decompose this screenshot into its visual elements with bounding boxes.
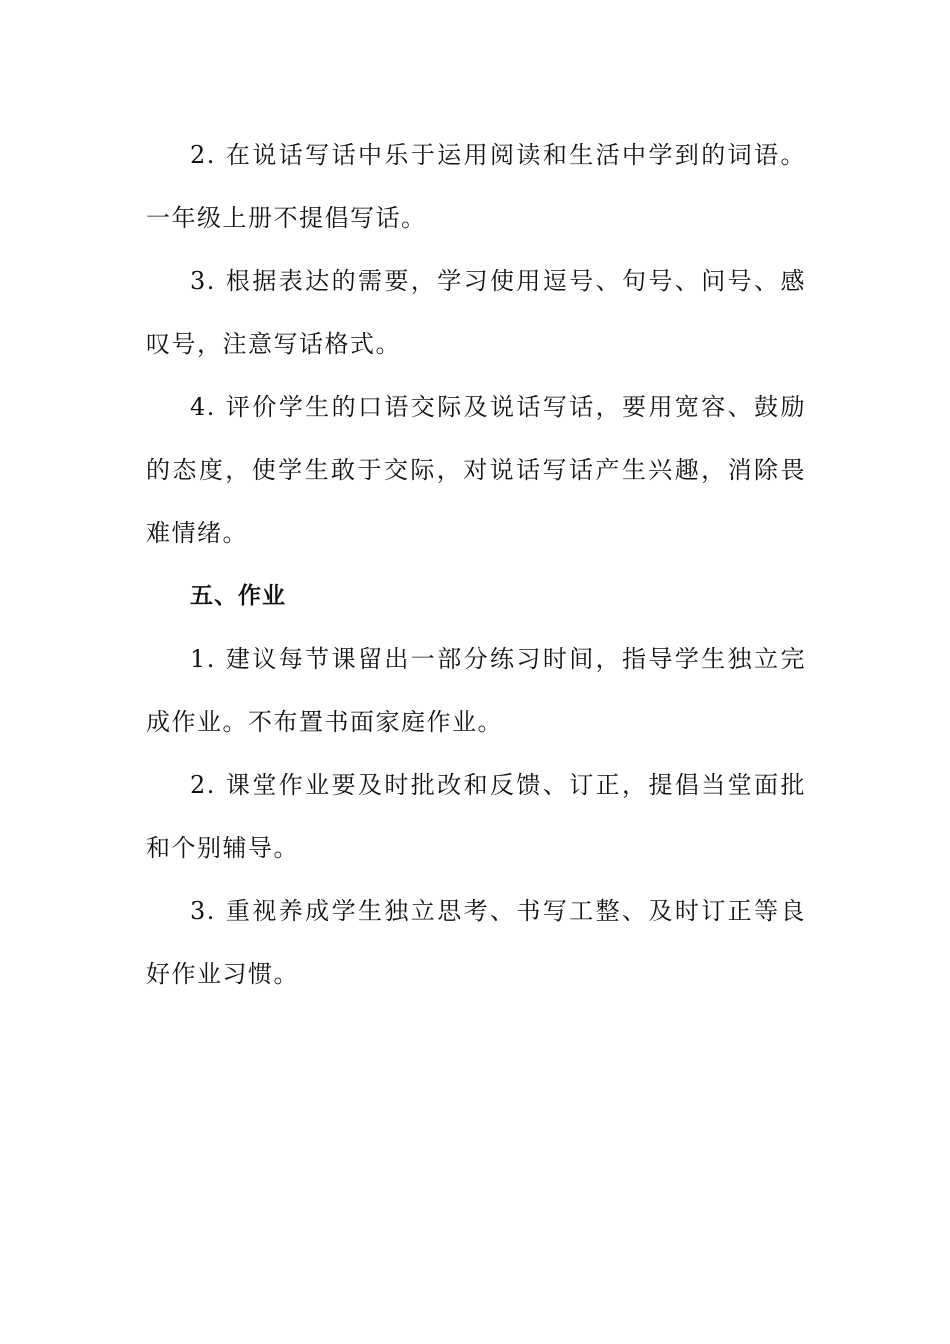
paragraph-item-3-punctuation: 3. 根据表达的需要，学习使用逗号、句号、问号、感叹号，注意写话格式。 <box>146 267 806 358</box>
document-body <box>146 124 806 1006</box>
section-heading-homework: 五、作业 <box>190 583 286 609</box>
paragraph-homework-2: 2. 课堂作业要及时批改和反馈、订正，提倡当堂面批和个别辅导。 <box>146 771 806 862</box>
paragraph-homework-3: 3. 重视养成学生独立思考、书写工整、及时订正等良好作业习惯。 <box>146 897 806 988</box>
paragraph-item-4-evaluation: 4. 评价学生的口语交际及说话写话，要用宽容、鼓励的态度，使学生敢于交际，对说话写话产生兴趣，消除畏难情绪。 <box>146 393 806 547</box>
paragraph-homework-1: 1. 建议每节课留出一部分练习时间，指导学生独立完成作业。不布置书面家庭作业。 <box>146 645 806 736</box>
paragraph-item-2-word-usage: 2. 在说话写话中乐于运用阅读和生活中学到的词语。一年级上册不提倡写话。 <box>146 141 806 232</box>
